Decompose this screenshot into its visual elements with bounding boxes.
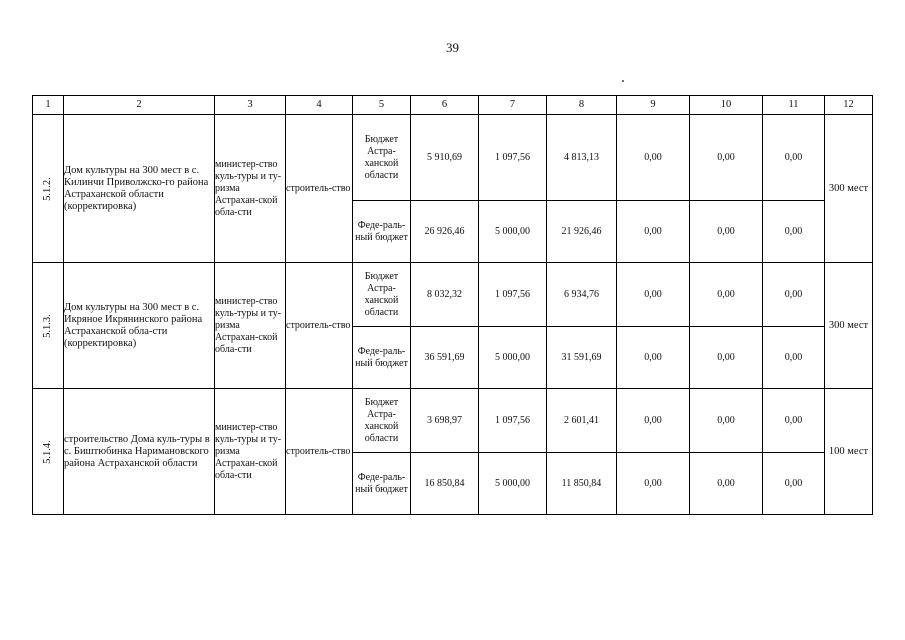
project-capacity: 300 мест	[825, 115, 873, 263]
project-code-text: 5.1.3.	[42, 313, 53, 338]
amount-cell: 0,00	[690, 327, 763, 389]
header-row	[33, 96, 873, 115]
project-capacity: 100 мест	[825, 389, 873, 515]
project-code-text: 5.1.4.	[42, 439, 53, 464]
amount-cell: 4 813,13	[547, 115, 617, 201]
project-name: Дом культуры на 300 мест в с. Килинчи Приволжско-го района Астраханской области (корректировка)	[64, 115, 215, 263]
amount-cell: 1 097,56	[479, 115, 547, 201]
column-header: 7	[479, 96, 547, 115]
amount-cell: 0,00	[690, 115, 763, 201]
amount-cell: 16 850,84	[411, 453, 479, 515]
project-name: Дом культуры на 300 мест в с. Икряное Икрянинского района Астраханской обла-сти (корректировка)	[64, 263, 215, 389]
column-header: 8	[547, 96, 617, 115]
project-code	[33, 389, 64, 515]
amount-cell: 0,00	[763, 327, 825, 389]
amount-cell: 1 097,56	[479, 389, 547, 453]
amount-cell: 5 910,69	[411, 115, 479, 201]
amount-cell: 0,00	[617, 389, 690, 453]
project-type: строитель-ство	[286, 115, 353, 263]
column-header: 5	[353, 96, 411, 115]
column-header: 6	[411, 96, 479, 115]
column-header: 2	[64, 96, 215, 115]
amount-cell: 1 097,56	[479, 263, 547, 327]
amount-cell: 5 000,00	[479, 201, 547, 263]
amount-cell: 26 926,46	[411, 201, 479, 263]
amount-cell: 36 591,69	[411, 327, 479, 389]
amount-cell: 0,00	[690, 453, 763, 515]
table-row	[33, 115, 873, 201]
amount-cell: 0,00	[763, 115, 825, 201]
amount-cell: 0,00	[763, 389, 825, 453]
amount-cell: 0,00	[763, 453, 825, 515]
column-header: 4	[286, 96, 353, 115]
amount-cell: 0,00	[690, 263, 763, 327]
amount-cell: 0,00	[617, 201, 690, 263]
project-code-text: 5.1.2.	[42, 176, 53, 201]
table-row	[33, 389, 873, 453]
project-code	[33, 115, 64, 263]
project-customer: министер-ство куль-туры и ту-ризма Астрахан-ской обла-сти	[215, 115, 286, 263]
amount-cell: 0,00	[617, 327, 690, 389]
funding-source: Бюджет Астра-ханской области	[353, 389, 411, 453]
amount-cell: 3 698,97	[411, 389, 479, 453]
column-header: 1	[33, 96, 64, 115]
column-header: 12	[825, 96, 873, 115]
funding-source: Бюджет Астра-ханской области	[353, 115, 411, 201]
project-customer: министер-ство куль-туры и ту-ризма Астрахан-ской обла-сти	[215, 263, 286, 389]
page-number: 39	[446, 40, 459, 55]
amount-cell: 5 000,00	[479, 453, 547, 515]
column-header: 10	[690, 96, 763, 115]
project-code	[33, 263, 64, 389]
amount-cell: 0,00	[617, 115, 690, 201]
funding-source: Бюджет Астра-ханской области	[353, 263, 411, 327]
amount-cell: 2 601,41	[547, 389, 617, 453]
column-header: 11	[763, 96, 825, 115]
column-header: 9	[617, 96, 690, 115]
amount-cell: 8 032,32	[411, 263, 479, 327]
amount-cell: 0,00	[617, 453, 690, 515]
budget-table	[32, 95, 873, 515]
amount-cell: 21 926,46	[547, 201, 617, 263]
project-type: строитель-ство	[286, 263, 353, 389]
amount-cell: 6 934,76	[547, 263, 617, 327]
amount-cell: 0,00	[617, 263, 690, 327]
table-row	[33, 263, 873, 327]
project-customer: министер-ство куль-туры и ту-ризма Астрахан-ской обла-сти	[215, 389, 286, 515]
column-header: 3	[215, 96, 286, 115]
funding-source: Феде-раль-ный бюджет	[353, 453, 411, 515]
scan-speck	[622, 80, 624, 82]
amount-cell: 0,00	[763, 263, 825, 327]
funding-source: Феде-раль-ный бюджет	[353, 327, 411, 389]
amount-cell: 0,00	[690, 201, 763, 263]
project-type: строитель-ство	[286, 389, 353, 515]
amount-cell: 0,00	[690, 389, 763, 453]
amount-cell: 11 850,84	[547, 453, 617, 515]
funding-source: Феде-раль-ный бюджет	[353, 201, 411, 263]
project-name: строительство Дома куль-туры в с. Биштюбинка Наримановского района Астраханской области	[64, 389, 215, 515]
amount-cell: 31 591,69	[547, 327, 617, 389]
amount-cell: 5 000,00	[479, 327, 547, 389]
amount-cell: 0,00	[763, 201, 825, 263]
project-capacity: 300 мест	[825, 263, 873, 389]
